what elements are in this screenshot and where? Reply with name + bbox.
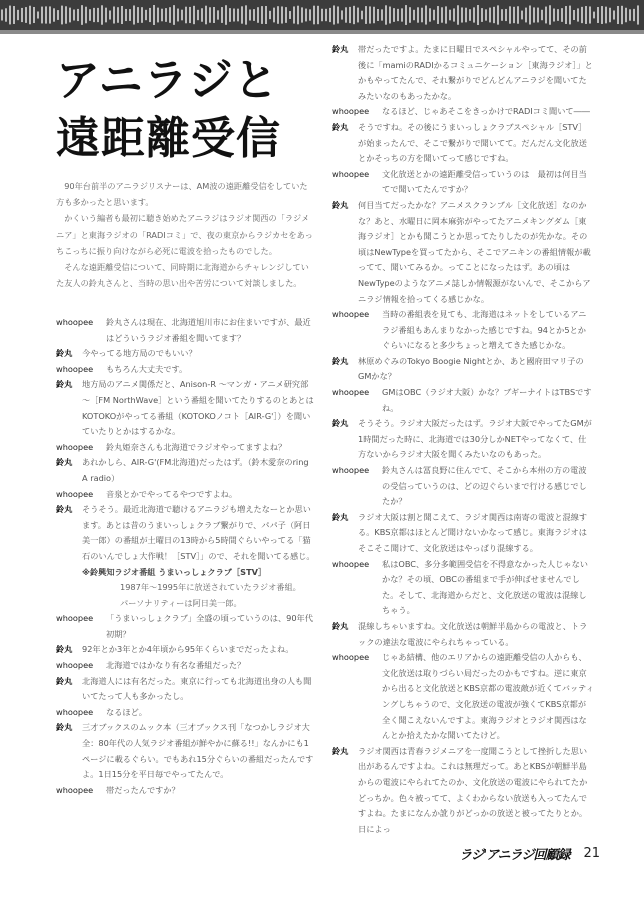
speaker-label: 鈴丸: [332, 121, 349, 132]
magazine-logo: ラジ'アニラジ回顧録: [459, 847, 570, 863]
page-number: 21: [583, 845, 600, 861]
dialogue-text: なるほど。: [106, 706, 147, 717]
dialogue-line: [56, 487, 316, 503]
dialogue-text: じゃあ結構、他のエリアからの遠距離受信の人からも、文化放送は取りづらい局だったのかもですね。逆に東京から出ると文化放送とKBS京都の電波敵が近くてバッティングしちゃうので、文化放送の電波が強くてKBS京都が全く聞こえないんですよ。東海ラジオとラジオ関西はなんとか拾えたかな聞いてたけど。: [382, 652, 594, 741]
dialogue-line: [56, 611, 316, 642]
dialogue-line: [332, 416, 594, 463]
speaker-label: 鈴丸: [56, 675, 73, 686]
speaker-label: whoopee: [332, 652, 370, 663]
intro-paragraph: かくいう編者も最初に聴き始めたアニラジはラジオ関西の「ラジメニア」と東海ラジオの「RADIコミ」で、夜の東京からラジカセをあっちこっちに振り向けながら必死に電波を拾ったものでした。: [56, 213, 313, 256]
dialogue-text: 当時の番組表を見ても、北海道はネットをしているアニラジ番組もあんまりなかった感じですね。94とか5とかぐらいになると多少ちょっと増えてきた感じかな。: [382, 309, 587, 351]
speaker-label: 鈴丸: [332, 620, 349, 631]
page-footer: [440, 842, 600, 864]
dialogue-column-right: [332, 42, 594, 837]
dialogue-text: 92年とか3年とか4年頃から95年くらいまでだったよね。: [82, 644, 294, 655]
dialogue-text: そうですね。その後にうまいっしょクラブスペシャル［STV］が始まったんで、そこで繋がりで聞いてて。だんだん文化放送とかそっちの方を聞いてって感じですね。: [358, 121, 587, 164]
dialogue-text: 三才ブックスのムック本（三才ブックス刊「なつかしラジオ大全：80年代の人気ラジオ番組が鮮やかに蘇る!!」なんかにも1ページに載るぐらい。でもあれ15分ぐらいの番組だったんですよ。1日15分を平日毎でやってたんで。: [82, 722, 314, 780]
speaker-label: whoopee: [332, 309, 370, 320]
dialogue-line: [332, 120, 594, 167]
dialogue-text: 林原めぐみのTokyo Boogie Nightとか、あと國府田マリ子のGMかな？: [358, 355, 584, 382]
speaker-label: 鈴丸: [332, 745, 349, 756]
speaker-label: whoopee: [56, 613, 94, 624]
speaker-label: whoopee: [56, 317, 94, 327]
dialogue-text: なるほど、じゃあそこをきっかけでRADIコミ聞いて――: [382, 106, 590, 117]
dialogue-line: [56, 362, 316, 378]
intro-paragraph: そんな遠距離受信について、同時期に北海道からチャレンジしていた友人の鈴丸さんと、当時の思い出や苦労について対談しました。: [56, 262, 309, 289]
dialogue-line: [332, 744, 594, 838]
dialogue-line: [332, 167, 594, 198]
dialogue-line: [56, 705, 316, 721]
waveform-graphic: [0, 0, 644, 34]
dialogue-line: [332, 42, 594, 104]
dialogue-text: そうそう。最近北海道で聴けるアニラジも増えたなーとか思います。あとは昔のうまいっしょクラブ繋がりで、パパ子（阿日美一郎）の番組が土曜日の13時から5時間ぐらいやってる「猫石のいんでしょ大作戦！［STV］」ので、それを聞いてる感じ。: [82, 504, 315, 561]
speaker-label: whoopee: [56, 488, 94, 499]
dialogue-text: GMはOBC（ラジオ大阪）かな？ブギーナイトはTBSですね。: [382, 387, 592, 413]
speaker-label: whoopee: [332, 387, 370, 398]
dialogue-text: 音泉とかでやってるやつですよね。: [106, 488, 238, 499]
speaker-label: 鈴丸: [56, 722, 73, 733]
dialogue-line: [56, 315, 316, 346]
speaker-label: 鈴丸: [332, 44, 349, 54]
dialogue-text: 帯だったですよ。たまに日曜日でスペシャルやってて、その前後に「mamiのRADIかるコミュニケーション［東海ラジオ］」とかもやってたんで、それ繋がりでどんどんアニラジを聞いてたみたいなのもあったかな。: [358, 44, 593, 101]
speaker-label: 鈴丸: [332, 511, 349, 522]
dialogue-text: ラジオ関西は青春ラジメニアを一度聞こうとして挫折した思い出があるんですよね。これは無理だって。あとKBSが朝鮮半島からの電波にやられてたのか、文化放送の電波にやられてたかどっちか。色々被ってて、よくわからない放送も入ってたんですよね。たまになんか訛りがどっかの放送と被ってたりとか。日によっ: [358, 745, 588, 834]
dialogue-line: [332, 510, 594, 557]
dialogue-line: [56, 440, 316, 456]
dialogue-line: [332, 307, 594, 354]
dialogue-column-left: [56, 315, 316, 798]
speaker-label: whoopee: [56, 441, 94, 452]
footnote-text: 1987年～1995年に放送されていたラジオ番組。: [120, 582, 301, 593]
dialogue-text: 帯だったんですか？: [106, 784, 180, 795]
dialogue-line: [332, 463, 594, 510]
dialogue-line: [332, 619, 594, 650]
dialogue-text: 何目当てだったかな？アニメスクランブル［文化放送］なのかな？あと、水曜日に岡本麻弥がやってたアニメキングダム［東海ラジオ］とかも聞こうとか思ってたりしたのが先かな。その頃はNewTypeを買ってたから、そこでアニキンの番組情報が載ってて、聞いてみるか。ってことになったはず。あの頃はNewTypeのようなアニメ誌しか情報源がないんで、そこからアニラジ情報を拾ってくる感じかな。: [358, 199, 591, 304]
header-band: [0, 0, 644, 34]
speaker-label: 鈴丸: [56, 348, 73, 359]
footnote-title: ※鈴興知ラジオ番組 うまいっしょクラブ［STV］: [82, 566, 267, 577]
dialogue-text: 「うまいっしょクラブ」全盛の頃っていうのは、90年代初期？: [106, 613, 313, 639]
dialogue-line: [332, 104, 594, 120]
title-line-2: 遠距離受信: [56, 113, 281, 164]
dialogue-line: [56, 377, 316, 439]
intro-paragraph: 90年台前半のアニラジリスナーは、AM波の遠距離受信をしていた方も多かったと思います。: [56, 181, 308, 208]
dialogue-text: 私はOBC、多分多範囲受信を不得意なかった人じゃないかな？その頃、OBCの番組まで手が伸ばせませんでした。そして、北海道からだと、文化放送の電波は混線しちゃう。: [382, 558, 588, 616]
speaker-label: whoopee: [56, 363, 94, 374]
dialogue-text: ラジオ大阪は割と聞こえて、ラジオ関西は南寄の電波と混線する。KBS京都はほとんど聞けないかなって感じ。東海ラジオはそこそこ聞けて、文化放送はやっぱり混線する。: [358, 511, 588, 553]
dialogue-text: そうそう。ラジオ大阪だったはず。ラジオ大阪でやってたGMが1時間だった時に、北海道では30分しかNETやってなくて、仕方ないからラジオ大阪を聞くみたいなのもあった。: [358, 418, 592, 460]
page-title: [56, 52, 316, 168]
dialogue-line: [56, 783, 316, 799]
dialogue-text: 文化放送とかの遠距離受信っていうのは 最初は何目当てで聞いてたんですか？: [382, 168, 587, 195]
dialogue-line: [332, 650, 594, 744]
dialogue-text: 鈴丸さんは現在、北海道旭川市にお住まいですが、最近はどういうラジオ番組を聞いてます？: [106, 317, 311, 343]
dialogue-line: [56, 346, 316, 362]
speaker-label: whoopee: [332, 168, 370, 179]
dialogue-line: [332, 385, 594, 416]
dialogue-line: [56, 502, 316, 564]
speaker-label: whoopee: [332, 106, 370, 117]
dialogue-line: [56, 455, 316, 486]
dialogue-text: 鈴丸さんは冨良野に住んでて、そこから本州の方の電波の受信っていうのは、どの辺ぐらいまで行ける感じでしたか？: [382, 465, 587, 507]
speaker-label: 鈴丸: [56, 504, 73, 515]
dialogue-text: 北海道ではかなり有名な番組だった？: [106, 660, 246, 671]
speaker-label: 鈴丸: [332, 199, 349, 210]
title-line-1: アニラジと: [56, 55, 279, 106]
dialogue-text: もちろん大丈夫です。: [106, 363, 188, 374]
intro-text: [56, 178, 314, 291]
dialogue-line: [332, 557, 594, 619]
speaker-label: 鈴丸: [56, 644, 73, 655]
dialogue-line: [56, 642, 316, 658]
dialogue-text: 地方局のアニメ関係だと、Anison-R ～マンガ・アニメ研究部～［FM NorthWave］という番組を聞いてたりするのとあとはKOTOKOがやってる番組（KOTOKOノコト［AIR-G'］）を聞いていたりとかはするかな。: [82, 379, 314, 437]
dialogue-text: 北海道人には有名だった。東京に行っても北海道出身の人も聞いてたって人も多かったし。: [82, 675, 312, 702]
speaker-label: 鈴丸: [332, 355, 349, 366]
dialogue-text: 混線しちゃいますね。文化放送は朝鮮半島からの電波と、トラックの違法な電波にやられちゃっている。: [358, 620, 588, 647]
speaker-label: 鈴丸: [56, 457, 73, 468]
speaker-label: whoopee: [332, 558, 370, 569]
dialogue-line: [332, 354, 594, 385]
dialogue-line: [56, 674, 316, 705]
speaker-label: whoopee: [56, 706, 94, 717]
speaker-label: 鈴丸: [56, 379, 73, 390]
dialogue-line: [56, 720, 316, 782]
speaker-label: 鈴丸: [332, 418, 349, 429]
dialogue-line: [56, 658, 316, 674]
dialogue-text: 鈴丸姫奈さんも北海道でラジオやってますよね？: [106, 441, 287, 452]
footnote-text: パーソナリティーは阿日美一郎。: [120, 597, 242, 608]
dialogue-line: [332, 198, 594, 307]
speaker-label: whoopee: [332, 465, 370, 476]
dialogue-text: あれかしら、AIR-G'(FM北海道)だったはず。（鈴木愛奈のring A radio）: [82, 457, 309, 483]
speaker-label: whoopee: [56, 660, 94, 671]
speaker-label: whoopee: [56, 784, 94, 795]
dialogue-text: 今やってる地方局のでもいい？: [82, 348, 197, 359]
